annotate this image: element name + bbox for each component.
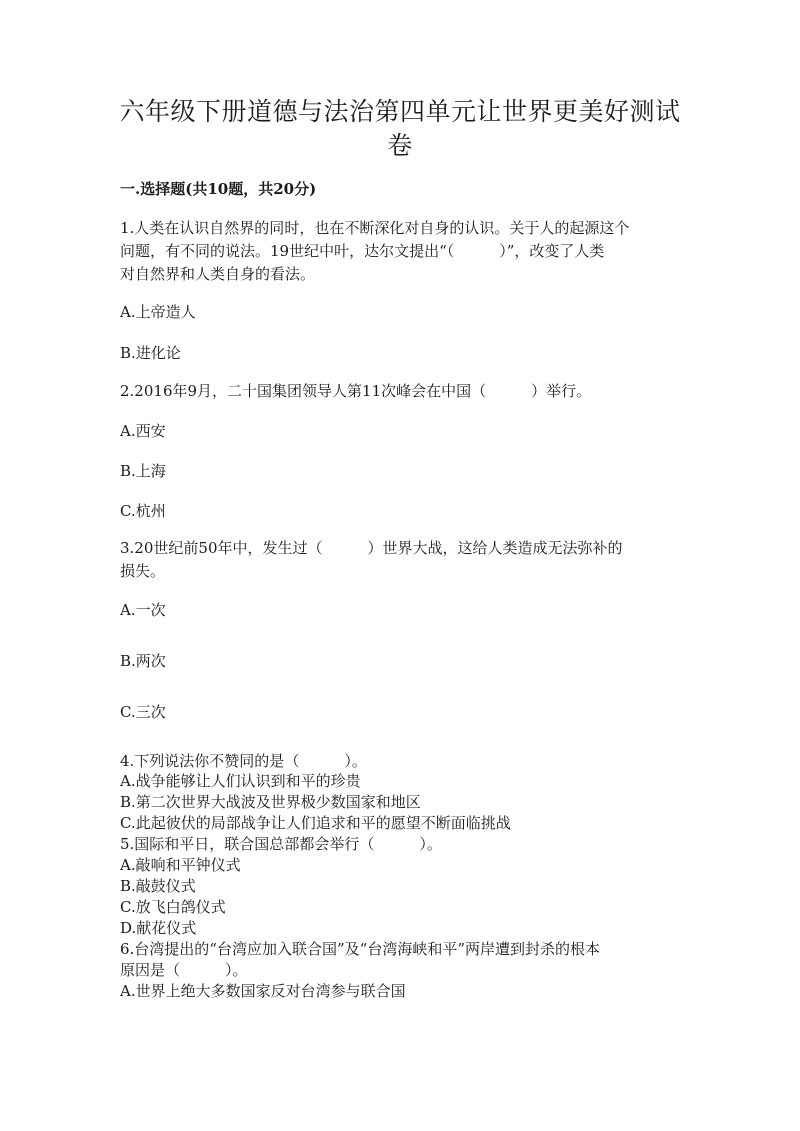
question-6-option-a: A.世界上绝大多数国家反对台湾参与联合国 [120,982,406,1000]
question-6-line-2: 原因是（ ）。 [120,961,248,979]
question-3-line-2: 损失。 [120,562,166,580]
question-2-option-a: A.西安 [120,422,166,440]
question-5-line-1: 5.国际和平日，联合国总部都会举行（ ）。 [120,835,442,853]
question-1-line-1: 1.人类在认识自然界的同时，也在不断深化对自身的认识。关于人的起源这个 [120,219,630,237]
question-4-line-1: 4.下列说法你不赞同的是（ ）。 [120,752,367,770]
question-4-option-b: B.第二次世界大战波及世界极少数国家和地区 [120,793,421,811]
question-5-option-c: C.放飞白鸽仪式 [120,898,226,916]
question-2-option-b: B.上海 [120,462,166,480]
page-title-line-1: 六年级下册道德与法治第四单元让世界更美好测试 [119,97,681,126]
question-5-option-a: A.敲响和平钟仪式 [120,856,241,874]
question-5-option-d: D.献花仪式 [120,919,197,937]
question-4-option-a: A.战争能够让人们认识到和平的珍贵 [120,772,361,790]
question-3-option-c: C.三次 [120,703,166,721]
section-heading: 一.选择题(共10题，共20分) [120,180,317,198]
question-3-option-b: B.两次 [120,652,166,670]
question-1-line-3: 对自然界和人类自身的看法。 [120,265,316,283]
question-2-line-1: 2.2016年9月，二十国集团领导人第11次峰会在中国（ ）举行。 [120,382,592,400]
question-2-option-c: C.杭州 [120,502,166,520]
question-3-option-a: A.一次 [120,601,166,619]
page-title-line-2: 卷 [387,131,413,160]
question-1-line-2: 问题，有不同的说法。19世纪中叶，达尔文提出“（ ）”，改变了人类 [120,242,605,260]
question-4-option-c: C.此起彼伏的局部战争让人们追求和平的愿望不断面临挑战 [120,814,511,832]
question-5-option-b: B.敲鼓仪式 [120,877,196,895]
question-3-line-1: 3.20世纪前50年中，发生过（ ）世界大战，这给人类造成无法弥补的 [120,539,623,557]
question-1-option-b: B.进化论 [120,344,181,362]
question-6-line-1: 6.台湾提出的“台湾应加入联合国”及“台湾海峡和平”两岸遭到封杀的根本 [120,940,600,958]
question-1-option-a: A.上帝造人 [120,303,196,321]
